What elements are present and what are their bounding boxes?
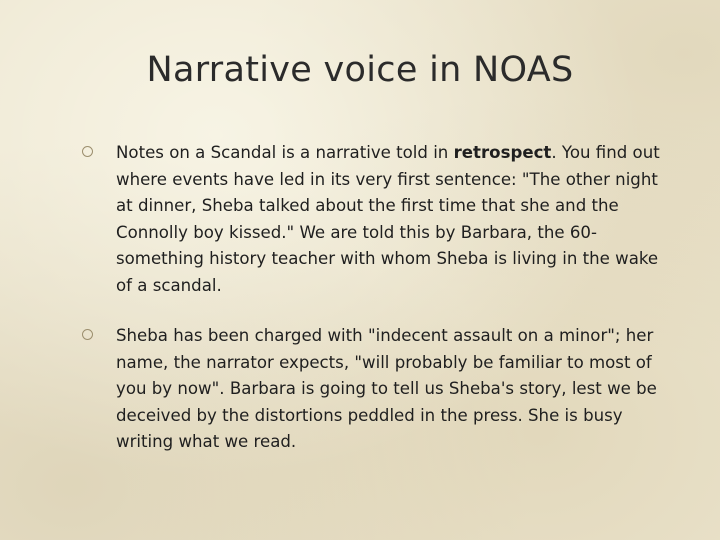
bullet-item bbox=[80, 140, 660, 299]
slide-title: Narrative voice in NOAS bbox=[146, 50, 574, 90]
bullet-text-start: Notes on a Scandal is a narrative told in bbox=[116, 143, 454, 162]
bullet-text: Sheba has been charged with "indecent assault on a minor"; her name, the narrator expects, "will probably be familiar to most of you by now". Barbara is going to tell us Sheba's story, lest we be deceived by the distortions peddled in the press. She is busy writing what we read. bbox=[116, 326, 657, 451]
bullet-list bbox=[80, 140, 660, 480]
bullet-item bbox=[80, 323, 660, 456]
bullet-text-bold: retrospect bbox=[453, 143, 552, 162]
circle-bullet-icon bbox=[82, 329, 93, 340]
bullet-text-end: . You find out where events have led in its very first sentence: "The other night at dinner, Sheba talked about the first time that she and the Connolly boy kissed." We are told this by Barbara, the 60-something history teacher with whom Sheba is living in the wake of a scandal. bbox=[116, 143, 660, 295]
circle-bullet-icon bbox=[82, 146, 93, 157]
bullet-text bbox=[116, 140, 660, 299]
